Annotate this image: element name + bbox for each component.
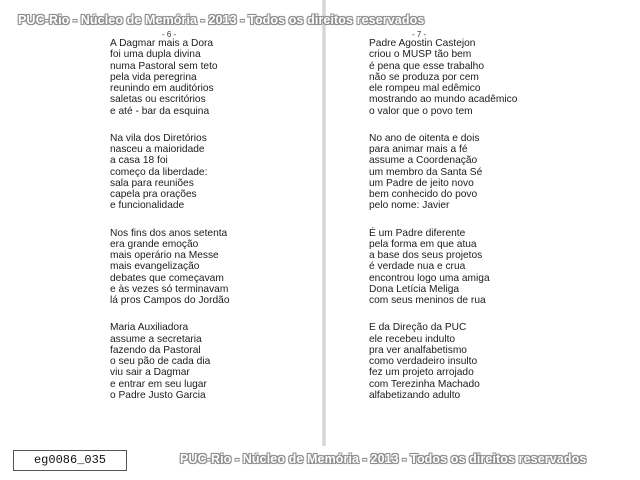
poem-line: e entrar em seu lugar: [110, 378, 207, 390]
poem-line: sala para reuniões: [110, 177, 194, 189]
right-page-number: - 7 -: [412, 30, 427, 39]
poem-line: mais operário na Messe: [110, 250, 219, 261]
poem-line: nasceu a maioridade: [110, 144, 205, 155]
stanza: [369, 228, 517, 307]
poem-line: Dona Letícia Meliga: [369, 283, 460, 295]
poem-line: um membro da Santa Sé: [369, 166, 483, 178]
poem-line: Padre Agostin Castejon: [369, 38, 476, 49]
poem-line: não se produza por cem: [369, 71, 479, 83]
poem-line: o seu pão de cada dia: [110, 356, 211, 367]
poem-line: como verdadeiro insulto: [369, 356, 478, 367]
poem-line: o Padre Justo Garcia: [110, 389, 206, 401]
poem-line: um Padre de jeito novo: [369, 177, 474, 189]
poem-line: e até - bar da esquina: [110, 105, 210, 117]
poem-line: a casa 18 foi: [110, 155, 168, 167]
poem-line: E da Direção da PUC: [369, 322, 467, 334]
poem-line: capela pra orações: [110, 189, 197, 200]
poem-line: bem conhecido do povo: [369, 189, 478, 200]
poem-line: a base dos seus projetos: [369, 250, 483, 261]
poem-line: e às vezes só terminavam: [110, 283, 229, 295]
poem-line: o valor que o povo tem: [369, 105, 473, 117]
poem-line: reunindo em auditórios: [110, 83, 214, 94]
poem-line: fazendo da Pastoral: [110, 344, 201, 356]
poem-line: e funcionalidade: [110, 200, 185, 212]
poem-line: pela vida peregrina: [110, 71, 197, 83]
poem-line: lá pros Campos do Jordão: [110, 295, 230, 306]
poem-line: A Dagmar mais a Dora: [110, 38, 214, 49]
poem-line: foi uma dupla divina: [110, 49, 201, 61]
poem-line: mais evangelização: [110, 261, 200, 273]
poem-line: assume a secretaria: [110, 333, 202, 345]
stanza: [110, 133, 229, 212]
poem-line: ele recebeu indulto: [369, 333, 456, 345]
poem-line: viu sair a Dagmar: [110, 367, 190, 379]
poem-line: pela forma em que atua: [369, 238, 477, 250]
poem-line: para animar mais a fé: [369, 144, 468, 155]
poem-line: criou o MUSP tão bem: [369, 49, 472, 61]
image-id-label: eg0086_035: [13, 450, 127, 471]
poem-line: pra ver analfabetismo: [369, 344, 467, 356]
poem-line: ele rompeu mal edêmico: [369, 83, 481, 94]
left-page: [0, 0, 322, 446]
poem-line: é pena que esse trabalho: [369, 60, 484, 72]
stanza: [369, 38, 517, 117]
poem-line: era grande emoção: [110, 238, 199, 250]
left-poem: [110, 38, 229, 417]
poem-line: é verdade nua e crua: [369, 261, 466, 273]
left-page-number: - 6 -: [162, 30, 177, 39]
poem-line: Na vila dos Diretórios: [110, 132, 207, 144]
poem-line: É um Padre diferente: [369, 227, 466, 239]
poem-line: mostrando ao mundo acadêmico: [369, 94, 518, 106]
poem-line: alfabetizando adulto: [369, 389, 461, 401]
watermark-top: PUC-Rio - Núcleo de Memória - 2013 - Todos os direitos reservados: [18, 13, 425, 27]
stanza: [369, 133, 517, 212]
poem-line: No ano de oitenta e dois: [369, 132, 480, 144]
right-poem: [369, 38, 517, 417]
poem-line: Nos fins dos anos setenta: [110, 227, 228, 239]
poem-line: Maria Auxiliadora: [110, 322, 189, 334]
stanza: [369, 322, 517, 401]
stanza: [110, 38, 229, 117]
poem-line: com Terezinha Machado: [369, 378, 480, 390]
poem-line: fez um projeto arrojado: [369, 367, 474, 379]
poem-line: com seus meninos de rua: [369, 295, 486, 306]
poem-line: encontrou logo uma amiga: [369, 272, 490, 284]
poem-line: pelo nome: Javier: [369, 200, 450, 212]
poem-line: debates que começavam: [110, 272, 224, 284]
stanza: [110, 322, 229, 401]
poem-line: saletas ou escritórios: [110, 94, 206, 106]
poem-line: começo da liberdade:: [110, 166, 208, 178]
watermark-bottom: PUC-Rio - Núcleo de Memória - 2013 - Todos os direitos reservados: [180, 452, 587, 466]
poem-line: numa Pastoral sem teto: [110, 60, 218, 72]
stanza: [110, 228, 229, 307]
right-page: [326, 0, 640, 446]
poem-line: assume a Coordenação: [369, 155, 478, 167]
